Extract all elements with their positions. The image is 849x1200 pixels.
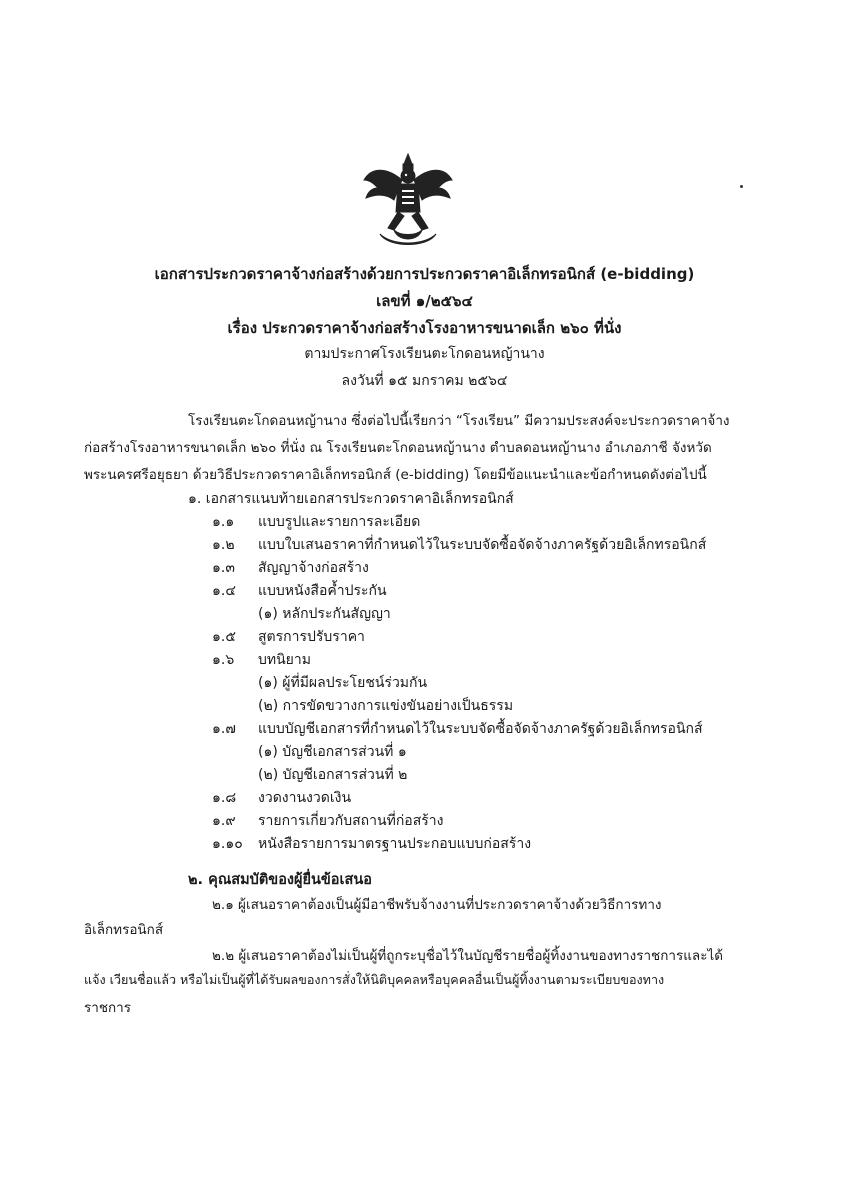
scan-speck xyxy=(740,185,743,188)
document-title: เอกสารประกวดราคาจ้างก่อสร้างด้วยการประกวดราคาอิเล็กทรอนิกส์ (e-bidding) xyxy=(154,265,695,283)
list-item: ๑.๑ แบบรูปและรายการละเอียด xyxy=(212,514,421,530)
section-2-2-line-3: ราชการ xyxy=(84,1000,131,1016)
section-2-1-line-1: ๒.๑ ผู้เสนอราคาต้องเป็นผู้มีอาชีพรับจ้างงานที่ประกวดราคาจ้างด้วยวิธีการทาง xyxy=(212,897,662,913)
section-2-heading: ๒. คุณสมบัติของผู้ยื่นข้อเสนอ xyxy=(188,872,372,888)
announcement-line: ตามประกาศโรงเรียนตะโกดอนหญ้านาง xyxy=(304,346,545,362)
section-2-2-line-2: แจ้ง เวียนชื่อแล้ว หรือไม่เป็นผู้ที่ได้รับผลของการสั่งให้นิติบุคคลหรือบุคคลอื่นเป็นผู้ทิ้งงานตามระเบียบของทาง xyxy=(84,972,665,987)
list-item: ๑.๙ รายการเกี่ยวกับสถานที่ก่อสร้าง xyxy=(212,813,444,829)
list-item: ๑.๘ งวดงานงวดเงิน xyxy=(212,790,352,806)
list-subitem: (๑) บัญชีเอกสารส่วนที่ ๑ xyxy=(258,744,407,760)
document-subject: เรื่อง ประกวดราคาจ้างก่อสร้างโรงอาหารขนาดเล็ก ๒๖๐ ที่นั่ง xyxy=(227,319,622,337)
list-item: ๑.๓ สัญญาจ้างก่อสร้าง xyxy=(212,560,369,576)
section-2-2-line-1: ๒.๒ ผู้เสนอราคาต้องไม่เป็นผู้ที่ถูกระบุชื่อไว้ในบัญชีรายชื่อผู้ทิ้งงานของทางราชการและได้ xyxy=(212,948,724,964)
list-subitem: (๒) บัญชีเอกสารส่วนที่ ๒ xyxy=(258,767,408,783)
announcement-date: ลงวันที่ ๑๕ มกราคม ๒๕๖๔ xyxy=(341,373,508,389)
garuda-emblem-icon xyxy=(358,150,458,250)
list-item: ๑.๔ แบบหนังสือค้ำประกัน xyxy=(212,583,387,599)
list-item: ๑.๒ แบบใบเสนอราคาที่กำหนดไว้ในระบบจัดซื้อจัดจ้างภาครัฐด้วยอิเล็กทรอนิกส์ xyxy=(212,537,707,553)
list-subitem: (๒) การขัดขวางการแข่งขันอย่างเป็นธรรม xyxy=(258,698,514,714)
list-item: ๑.๗ แบบบัญชีเอกสารที่กำหนดไว้ในระบบจัดซื้อจัดจ้างภาครัฐด้วยอิเล็กทรอนิกส์ xyxy=(212,721,703,737)
list-item: ๑.๑๐ หนังสือรายการมาตรฐานประกอบแบบก่อสร้าง xyxy=(212,836,532,852)
list-subitem: (๑) ผู้ที่มีผลประโยชน์ร่วมกัน xyxy=(258,675,428,691)
list-item: ๑.๕ สูตรการปรับราคา xyxy=(212,629,365,645)
intro-line-1: โรงเรียนตะโกดอนหญ้านาง ซึ่งต่อไปนี้เรียกว่า “โรงเรียน” มีความประสงค์จะประกวดราคาจ้าง xyxy=(188,413,730,429)
list-item: ๑.๖ บทนิยาม xyxy=(212,652,311,668)
intro-line-2: ก่อสร้างโรงอาหารขนาดเล็ก ๒๖๐ ที่นั่ง ณ โรงเรียนตะโกดอนหญ้านาง ตำบลดอนหญ้านาง อำเภอภาชี จังหวัด xyxy=(84,440,712,456)
section-1-heading: ๑. เอกสารแนบท้ายเอกสารประกวดราคาอิเล็กทรอนิกส์ xyxy=(188,491,514,507)
list-subitem: (๑) หลักประกันสัญญา xyxy=(258,606,391,622)
section-2-1-line-2: อิเล็กทรอนิกส์ xyxy=(84,922,164,938)
document-number: เลขที่ ๑/๒๕๖๔ xyxy=(376,292,473,310)
intro-line-3: พระนครศรีอยุธยา ด้วยวิธีประกวดราคาอิเล็กทรอนิกส์ (e-bidding) โดยมีข้อแนะนำและข้อกำหนดดังต่อไปนี้ xyxy=(84,467,707,483)
